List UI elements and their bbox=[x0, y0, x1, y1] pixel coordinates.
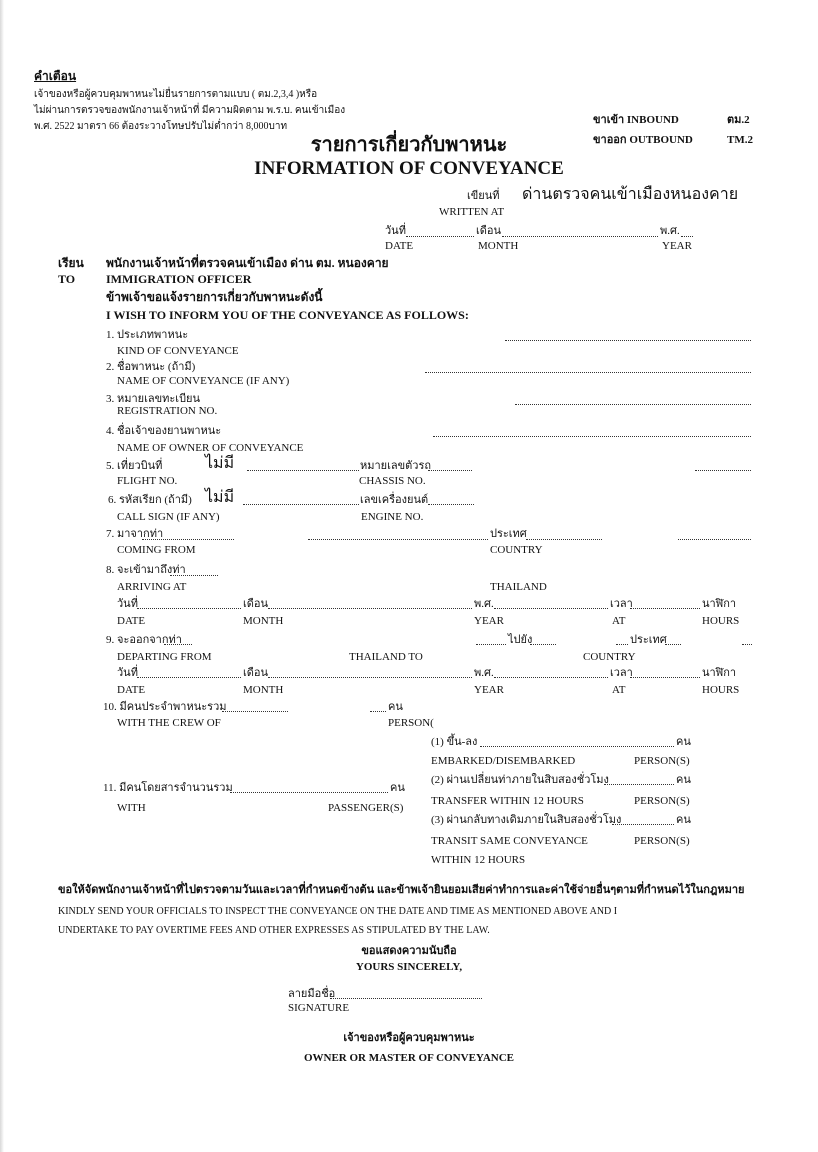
intro-thai: ข้าพเจ้าขอแจ้งรายการเกี่ยวกับพาหนะดังนี้ bbox=[106, 290, 323, 304]
arrive-month-label-english: MONTH bbox=[243, 615, 284, 627]
transit-unit-english: PERSON(S) bbox=[634, 835, 690, 847]
item-registration-label-english: REGISTRATION NO. bbox=[117, 405, 218, 417]
item-arriving-label-thai: 8. จะเข้ามาถึงท่า bbox=[106, 564, 186, 576]
depart-time-field[interactable] bbox=[630, 677, 700, 678]
form-code-english: TM.2 bbox=[727, 134, 753, 146]
transfer-unit-thai: คน bbox=[676, 774, 691, 786]
chassis-label-thai: หมายเลขตัวรถ bbox=[360, 460, 432, 472]
closing-thai: ขอแสดงความนับถือ bbox=[361, 945, 457, 957]
coming-from-country-field[interactable] bbox=[526, 539, 602, 540]
request-thai: ขอให้จัดพนักงานเจ้าหน้าที่ไปตรวจตามวันและเวลาที่กำหนดข้างต้น และข้าพเจ้ายินยอมเสียค่าทำการและค่าใช้จ่ายอื่นๆตามที่กำหนดไว้ในกฎหมาย bbox=[58, 884, 745, 896]
month-label-thai: เดือน bbox=[476, 225, 502, 237]
signature-field[interactable] bbox=[330, 998, 482, 999]
to-label-english: TO bbox=[58, 272, 76, 286]
registration-field[interactable] bbox=[515, 404, 751, 405]
arrive-month-field[interactable] bbox=[268, 608, 472, 609]
embarked-label-thai: (1) ขึ้น-ลง bbox=[431, 736, 478, 748]
crew-unit-thai: คน bbox=[388, 701, 403, 713]
depart-month-label-english: MONTH bbox=[243, 684, 284, 696]
call-sign-value: ไม่มี bbox=[205, 489, 235, 506]
year-field[interactable] bbox=[681, 236, 693, 237]
flight-no-field[interactable] bbox=[247, 470, 359, 471]
country-label-english: COUNTRY bbox=[490, 544, 543, 556]
embarked-count-field[interactable] bbox=[480, 746, 674, 747]
item-name-label-english: NAME OF CONVEYANCE (IF ANY) bbox=[117, 375, 290, 387]
addressee-thai: พนักงานเจ้าหน้าที่ตรวจคนเข้าเมือง ด่าน ตม. หนองคาย bbox=[106, 256, 389, 270]
item-crew-label-thai: 10. มีคนประจำพาหนะรวม bbox=[103, 701, 227, 713]
coming-from-port-field-2[interactable] bbox=[308, 539, 488, 540]
transit-count-field[interactable] bbox=[612, 824, 674, 825]
warning-line: พ.ศ. 2522 มาตรา 66 ต้องระวางโทษปรับไม่ต่ำกว่า 8,000บาท bbox=[34, 121, 288, 132]
item-owner-label-thai: 4. ชื่อเจ้าของยานพาหนะ bbox=[106, 425, 222, 437]
item-passengers-label-thai: 11. มีคนโดยสารจำนวนรวม bbox=[103, 782, 233, 794]
thailand-to-label: THAILAND TO bbox=[349, 651, 423, 663]
month-field[interactable] bbox=[502, 236, 658, 237]
depart-at-label-english: AT bbox=[612, 684, 626, 696]
arrive-hour-label-thai: นาฬิกา bbox=[702, 598, 737, 610]
closing-english: YOURS SINCERELY, bbox=[355, 961, 463, 973]
depart-year-label-thai: พ.ศ. bbox=[474, 667, 494, 679]
transfer-label-thai: (2) ผ่านเปลี่ยนท่าภายในสิบสองชั่วโมง bbox=[431, 774, 609, 786]
warning-line: ไม่ผ่านการตรวจของพนักงานเจ้าหน้าที่ มีความผิดตาม พ.ร.บ. คนเข้าเมือง bbox=[34, 105, 346, 116]
item-flight-label-thai: 5. เที่ยวบินที่ bbox=[106, 460, 163, 472]
item-arriving-label-english: ARRIVING AT bbox=[117, 581, 187, 593]
date-label-english: DATE bbox=[385, 240, 414, 252]
depart-time-label-thai: เวลา bbox=[610, 667, 633, 679]
depart-year-field[interactable] bbox=[494, 677, 608, 678]
arrive-at-label-english: AT bbox=[612, 615, 626, 627]
depart-hour-label-thai: นาฬิกา bbox=[702, 667, 737, 679]
arrive-date-label-thai: วันที่ bbox=[117, 598, 138, 610]
crew-unit-english: PERSON( bbox=[388, 717, 434, 729]
departing-to-label-thai: ไปยัง bbox=[508, 634, 533, 646]
item-coming-from-label-english: COMING FROM bbox=[117, 544, 196, 556]
warning-line: เจ้าของหรือผู้ควบคุมพาหนะไม่ยื่นรายการตามแบบ ( ตม.2,3,4 )หรือ bbox=[34, 89, 318, 100]
form-code-thai: ตม.2 bbox=[727, 114, 750, 126]
signature-label-english: SIGNATURE bbox=[288, 1002, 350, 1014]
year-label-english: YEAR bbox=[662, 240, 692, 252]
transit-unit-thai: คน bbox=[676, 814, 691, 826]
depart-date-field[interactable] bbox=[137, 677, 241, 678]
depart-date-label-thai: วันที่ bbox=[117, 667, 138, 679]
chassis-field-extension[interactable] bbox=[695, 470, 751, 471]
depart-month-label-thai: เดือน bbox=[243, 667, 269, 679]
embarked-unit-english: PERSON(S) bbox=[634, 755, 690, 767]
title-english: INFORMATION OF CONVEYANCE bbox=[254, 158, 564, 179]
chassis-label-english: CHASSIS NO. bbox=[359, 475, 426, 487]
item-kind-label-thai: 1. ประเภทพาหนะ bbox=[106, 329, 189, 341]
passengers-unit-thai: คน bbox=[390, 782, 405, 794]
depart-hours-label-english: HOURS bbox=[702, 684, 740, 696]
year-label-thai: พ.ศ. bbox=[660, 225, 680, 237]
engine-label-thai: เลขเครื่องยนต์ bbox=[360, 494, 429, 506]
owner-field[interactable] bbox=[433, 436, 751, 437]
transit-label-thai: (3) ผ่านกลับทางเดิมภายในสิบสองชั่วโมง bbox=[431, 814, 622, 826]
embarked-label-english: EMBARKED/DISEMBARKED bbox=[431, 755, 576, 767]
arrive-date-label-english: DATE bbox=[117, 615, 146, 627]
departing-port-field[interactable] bbox=[164, 644, 192, 645]
item-passengers-label-english: WITH bbox=[117, 802, 146, 814]
item-callsign-label-english: CALL SIGN (IF ANY) bbox=[117, 511, 220, 523]
transit-label-english: TRANSIT SAME CONVEYANCE bbox=[431, 835, 588, 847]
title-thai: รายการเกี่ยวกับพาหนะ bbox=[310, 134, 508, 156]
arrive-year-field[interactable] bbox=[494, 608, 608, 609]
departing-country-field-2[interactable] bbox=[742, 644, 752, 645]
inbound-label: ขาเข้า INBOUND bbox=[593, 114, 679, 126]
item-name-label-thai: 2. ชื่อพาหนะ (ถ้ามี) bbox=[106, 361, 196, 373]
item-departing-label-english: DEPARTING FROM bbox=[117, 651, 212, 663]
transfer-label-english: TRANSFER WITHIN 12 HOURS bbox=[431, 795, 584, 807]
passengers-unit-english: PASSENGER(S) bbox=[328, 802, 404, 814]
addressee-english: IMMIGRATION OFFICER bbox=[106, 272, 252, 286]
call-sign-field[interactable] bbox=[243, 504, 359, 505]
depart-month-field[interactable] bbox=[268, 677, 472, 678]
date-field[interactable] bbox=[406, 236, 474, 237]
transit-label-english-2: WITHIN 12 HOURS bbox=[431, 854, 526, 866]
item-kind-label-english: KIND OF CONVEYANCE bbox=[117, 345, 239, 357]
coming-from-port-field[interactable] bbox=[142, 539, 234, 540]
item-registration-label-thai: 3. หมายเลขทะเบียน bbox=[106, 393, 201, 405]
written-at-label-thai: เขียนที่ bbox=[467, 190, 500, 202]
arrive-date-field[interactable] bbox=[137, 608, 241, 609]
crew-count-field[interactable] bbox=[222, 711, 288, 712]
intro-english: I WISH TO INFORM YOU OF THE CONVEYANCE AS FOLLOWS: bbox=[106, 308, 469, 322]
item-crew-label-english: WITH THE CREW OF bbox=[117, 717, 221, 729]
departing-country-label-english: COUNTRY bbox=[583, 651, 636, 663]
coming-from-country-field-2[interactable] bbox=[678, 539, 751, 540]
arrive-year-label-thai: พ.ศ. bbox=[474, 598, 494, 610]
departing-to-field-2[interactable] bbox=[530, 644, 556, 645]
departing-country-label-thai: ประเทศ bbox=[630, 634, 667, 646]
arrive-year-label-english: YEAR bbox=[474, 615, 504, 627]
country-label-thai: ประเทศ bbox=[490, 528, 527, 540]
outbound-label: ขาออก OUTBOUND bbox=[593, 134, 693, 146]
departing-country-lead[interactable] bbox=[616, 644, 628, 645]
item-departing-label-thai: 9. จะออกจากท่า bbox=[106, 634, 182, 646]
item-owner-label-english: NAME OF OWNER OF CONVEYANCE bbox=[117, 442, 304, 454]
to-label-thai: เรียน bbox=[58, 256, 84, 270]
flight-no-value: ไม่มี bbox=[205, 455, 235, 472]
transfer-count-field[interactable] bbox=[604, 784, 674, 785]
kind-of-conveyance-field[interactable] bbox=[505, 340, 751, 341]
arrive-hours-label-english: HOURS bbox=[702, 615, 740, 627]
thailand-label: THAILAND bbox=[490, 581, 547, 593]
arriving-port-field[interactable] bbox=[170, 575, 218, 576]
arrive-time-label-thai: เวลา bbox=[610, 598, 633, 610]
engine-label-english: ENGINE NO. bbox=[361, 511, 424, 523]
signature-label-thai: ลายมือชื่อ bbox=[288, 988, 336, 1000]
month-label-english: MONTH bbox=[478, 240, 519, 252]
depart-year-label-english: YEAR bbox=[474, 684, 504, 696]
date-label-thai: วันที่ bbox=[385, 225, 406, 237]
arrive-month-label-thai: เดือน bbox=[243, 598, 269, 610]
written-at-value: ด่านตรวจคนเข้าเมืองหนองคาย bbox=[522, 186, 739, 203]
engine-field[interactable] bbox=[428, 504, 474, 505]
embarked-unit-thai: คน bbox=[676, 736, 691, 748]
crew-count-field-2[interactable] bbox=[370, 711, 386, 712]
departing-to-field[interactable] bbox=[476, 644, 506, 645]
chassis-field[interactable] bbox=[428, 470, 472, 471]
owner-title-english: OWNER OR MASTER OF CONVEYANCE bbox=[303, 1052, 515, 1064]
warning-title: คำเตือน bbox=[34, 69, 77, 83]
item-coming-from-label-thai: 7. มาจากท่า bbox=[106, 528, 164, 540]
written-at-label-english: WRITTEN AT bbox=[439, 206, 505, 218]
name-of-conveyance-field[interactable] bbox=[425, 372, 751, 373]
transfer-unit-english: PERSON(S) bbox=[634, 795, 690, 807]
departing-country-field[interactable] bbox=[665, 644, 681, 645]
passengers-count-field[interactable] bbox=[230, 792, 388, 793]
depart-date-label-english: DATE bbox=[117, 684, 146, 696]
request-english-line-2: UNDERTAKE TO PAY OVERTIME FEES AND OTHER EXPRESSES AS STIPULATED BY THE LAW. bbox=[58, 925, 490, 936]
arrive-time-field[interactable] bbox=[630, 608, 700, 609]
item-callsign-label-thai: 6. รหัสเรียก (ถ้ามี) bbox=[108, 494, 192, 506]
item-flight-label-english: FLIGHT NO. bbox=[117, 475, 178, 487]
owner-title-thai: เจ้าของหรือผู้ควบคุมพาหนะ bbox=[343, 1032, 475, 1044]
request-english-line-1: KINDLY SEND YOUR OFFICIALS TO INSPECT THE CONVEYANCE ON THE DATE AND TIME AS MENTIONED ABOVE AND I bbox=[58, 906, 618, 917]
